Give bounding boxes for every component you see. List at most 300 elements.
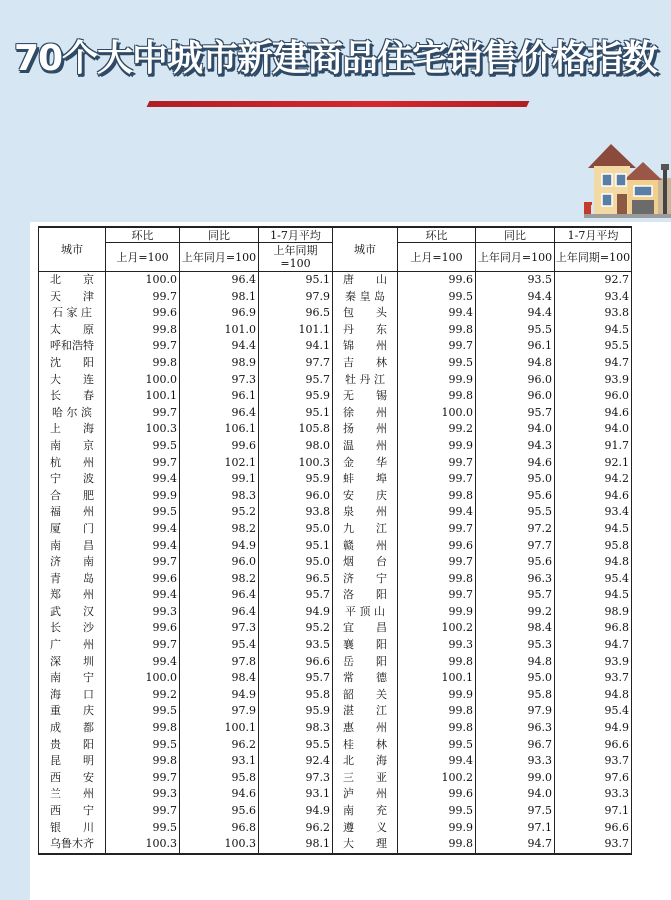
mom-value: 99.9 [398, 820, 476, 837]
table-row [39, 438, 632, 455]
city-name: 大 理 [333, 836, 398, 854]
ytd-value: 92.7 [555, 272, 632, 289]
yoy-value: 95.7 [476, 587, 555, 604]
yoy-value: 95.5 [476, 322, 555, 339]
ytd-value: 94.6 [555, 405, 632, 422]
mom-value: 99.7 [106, 455, 180, 472]
city-name: 济 宁 [333, 571, 398, 588]
mom-value: 99.8 [398, 720, 476, 737]
city-name: 北 京 [39, 272, 106, 289]
mom-value: 100.3 [106, 421, 180, 438]
mom-value: 99.7 [106, 770, 180, 787]
table-row [39, 604, 632, 621]
table-row [39, 305, 632, 322]
table-row [39, 703, 632, 720]
yoy-value: 96.0 [180, 554, 259, 571]
mom-value: 99.6 [106, 305, 180, 322]
ytd-value: 95.4 [555, 571, 632, 588]
ytd-value: 94.1 [259, 338, 333, 355]
yoy-value: 96.9 [180, 305, 259, 322]
yoy-value: 97.5 [476, 803, 555, 820]
mom-value: 99.8 [398, 322, 476, 339]
table-row [39, 654, 632, 671]
yoy-value: 99.2 [476, 604, 555, 621]
mom-value: 99.6 [398, 538, 476, 555]
table-row [39, 421, 632, 438]
city-name: 锦 州 [333, 338, 398, 355]
yoy-value: 94.0 [476, 421, 555, 438]
ytd-value: 96.0 [555, 388, 632, 405]
ytd-value: 96.5 [259, 571, 333, 588]
yoy-value: 96.3 [476, 571, 555, 588]
mom-value: 99.4 [106, 587, 180, 604]
yoy-value: 96.0 [476, 372, 555, 389]
city-name: 桂 林 [333, 737, 398, 754]
ytd-value: 96.6 [555, 820, 632, 837]
city-name: 丹 东 [333, 322, 398, 339]
yoy-value: 96.4 [180, 272, 259, 289]
header-yoy: 同比 [476, 227, 555, 243]
mom-value: 99.5 [398, 355, 476, 372]
yoy-value: 106.1 [180, 421, 259, 438]
mom-value: 99.8 [398, 836, 476, 854]
city-name: 呼和浩特 [39, 338, 106, 355]
table-row [39, 571, 632, 588]
ytd-value: 93.7 [555, 836, 632, 854]
mom-value: 99.4 [106, 471, 180, 488]
mom-value: 99.4 [398, 753, 476, 770]
yoy-value: 95.8 [180, 770, 259, 787]
city-name: 北 海 [333, 753, 398, 770]
mom-value: 100.1 [398, 670, 476, 687]
yoy-value: 98.1 [180, 289, 259, 306]
mom-value: 99.8 [398, 703, 476, 720]
ytd-value: 93.4 [555, 289, 632, 306]
yoy-value: 97.9 [180, 703, 259, 720]
table-row [39, 355, 632, 372]
ytd-value: 93.4 [555, 504, 632, 521]
ytd-value: 94.7 [555, 637, 632, 654]
mom-value: 99.7 [106, 289, 180, 306]
mom-value: 99.6 [398, 272, 476, 289]
yoy-value: 99.1 [180, 471, 259, 488]
header-city: 城市 [39, 227, 106, 272]
city-name: 武 汉 [39, 604, 106, 621]
mom-value: 99.3 [398, 637, 476, 654]
ytd-value: 92.4 [259, 753, 333, 770]
ytd-value: 95.7 [259, 670, 333, 687]
yoy-value: 95.8 [476, 687, 555, 704]
mom-value: 99.2 [106, 687, 180, 704]
ytd-value: 95.1 [259, 272, 333, 289]
ytd-value: 95.1 [259, 538, 333, 555]
yoy-value: 95.6 [180, 803, 259, 820]
city-name: 长 春 [39, 388, 106, 405]
mom-value: 99.7 [398, 587, 476, 604]
ytd-value: 96.0 [259, 488, 333, 505]
ytd-value: 95.1 [259, 405, 333, 422]
city-name: 九 江 [333, 521, 398, 538]
header-yoy-base: 上年同月=100 [180, 243, 259, 272]
table-row [39, 753, 632, 770]
header-yoy-base: 上年同月=100 [476, 243, 555, 272]
mom-value: 100.3 [106, 836, 180, 854]
ytd-value: 97.7 [259, 355, 333, 372]
city-name: 杭 州 [39, 455, 106, 472]
yoy-value: 96.4 [180, 405, 259, 422]
city-name: 广 州 [39, 637, 106, 654]
city-name: 南 昌 [39, 538, 106, 555]
ytd-value: 97.9 [259, 289, 333, 306]
yoy-value: 95.0 [476, 670, 555, 687]
yoy-value: 94.3 [476, 438, 555, 455]
yoy-value: 96.1 [180, 388, 259, 405]
mom-value: 99.3 [106, 786, 180, 803]
ytd-value: 95.9 [259, 703, 333, 720]
header-mom: 环比 [398, 227, 476, 243]
ytd-value: 94.5 [555, 587, 632, 604]
ytd-value: 95.5 [259, 737, 333, 754]
city-name: 长 沙 [39, 620, 106, 637]
ytd-value: 94.7 [555, 355, 632, 372]
yoy-value: 102.1 [180, 455, 259, 472]
mom-value: 99.7 [398, 455, 476, 472]
mom-value: 99.5 [106, 703, 180, 720]
yoy-value: 98.4 [180, 670, 259, 687]
mom-value: 99.9 [398, 604, 476, 621]
ytd-value: 95.7 [259, 587, 333, 604]
city-name: 成 都 [39, 720, 106, 737]
city-name: 厦 门 [39, 521, 106, 538]
yoy-value: 97.1 [476, 820, 555, 837]
mom-value: 99.4 [106, 538, 180, 555]
yoy-value: 95.2 [180, 504, 259, 521]
ytd-value: 98.9 [555, 604, 632, 621]
table-row [39, 538, 632, 555]
mom-value: 99.7 [398, 471, 476, 488]
header-mom-base: 上月=100 [398, 243, 476, 272]
header-ytd-base: 上年同期=100 [259, 243, 333, 272]
city-name: 银 川 [39, 820, 106, 837]
header-city: 城市 [333, 227, 398, 272]
yoy-value: 100.3 [180, 836, 259, 854]
mom-value: 99.5 [106, 438, 180, 455]
ytd-value: 93.3 [555, 786, 632, 803]
table-row [39, 322, 632, 339]
mom-value: 99.5 [106, 820, 180, 837]
mom-value: 99.8 [106, 322, 180, 339]
mom-value: 99.7 [398, 554, 476, 571]
table-row [39, 405, 632, 422]
yoy-value: 94.4 [180, 338, 259, 355]
mom-value: 100.1 [106, 388, 180, 405]
mom-value: 99.7 [106, 405, 180, 422]
city-name: 宜 昌 [333, 620, 398, 637]
table-row [39, 554, 632, 571]
ytd-value: 95.9 [259, 388, 333, 405]
header-mom-base: 上月=100 [106, 243, 180, 272]
ytd-value: 94.6 [555, 488, 632, 505]
city-name: 海 口 [39, 687, 106, 704]
ytd-value: 98.3 [259, 720, 333, 737]
table-row [39, 687, 632, 704]
ytd-value: 94.5 [555, 521, 632, 538]
ytd-value: 94.0 [555, 421, 632, 438]
ytd-value: 95.5 [555, 338, 632, 355]
yoy-value: 98.2 [180, 571, 259, 588]
city-name: 徐 州 [333, 405, 398, 422]
mom-value: 99.4 [106, 654, 180, 671]
city-name: 三 亚 [333, 770, 398, 787]
city-name: 温 州 [333, 438, 398, 455]
table-row [39, 504, 632, 521]
yoy-value: 94.6 [180, 786, 259, 803]
title-underline [147, 101, 530, 107]
ytd-value: 95.4 [555, 703, 632, 720]
table-row [39, 803, 632, 820]
city-name: 南 充 [333, 803, 398, 820]
ytd-value: 93.7 [555, 670, 632, 687]
yoy-value: 94.6 [476, 455, 555, 472]
ytd-value: 94.9 [259, 604, 333, 621]
yoy-value: 95.7 [476, 405, 555, 422]
yoy-value: 100.1 [180, 720, 259, 737]
ytd-value: 93.1 [259, 786, 333, 803]
house-icon [584, 138, 671, 218]
city-name: 石 家 庄 [39, 305, 106, 322]
ytd-value: 94.2 [555, 471, 632, 488]
yoy-value: 94.8 [476, 654, 555, 671]
yoy-value: 96.0 [476, 388, 555, 405]
table-row [39, 488, 632, 505]
yoy-value: 97.3 [180, 620, 259, 637]
ytd-value: 95.2 [259, 620, 333, 637]
yoy-value: 94.9 [180, 538, 259, 555]
city-name: 洛 阳 [333, 587, 398, 604]
ytd-value: 95.7 [259, 372, 333, 389]
ytd-value: 94.9 [555, 720, 632, 737]
city-name: 韶 关 [333, 687, 398, 704]
mom-value: 99.9 [106, 488, 180, 505]
yoy-value: 97.8 [180, 654, 259, 671]
city-name: 泸 州 [333, 786, 398, 803]
ytd-value: 98.0 [259, 438, 333, 455]
city-name: 天 津 [39, 289, 106, 306]
mom-value: 99.8 [106, 355, 180, 372]
ytd-value: 93.8 [259, 504, 333, 521]
city-name: 上 海 [39, 421, 106, 438]
ytd-value: 94.8 [555, 687, 632, 704]
yoy-value: 95.6 [476, 488, 555, 505]
yoy-value: 93.1 [180, 753, 259, 770]
yoy-value: 98.3 [180, 488, 259, 505]
city-name: 常 德 [333, 670, 398, 687]
yoy-value: 94.0 [476, 786, 555, 803]
ytd-value: 95.8 [259, 687, 333, 704]
mom-value: 99.9 [398, 687, 476, 704]
yoy-value: 96.3 [476, 720, 555, 737]
page-title: 70个大中城市新建商品住宅销售价格指数 [13, 38, 658, 79]
yoy-value: 94.7 [476, 836, 555, 854]
header-ytd: 1-7月平均 [259, 227, 333, 243]
city-name: 济 南 [39, 554, 106, 571]
mom-value: 100.0 [106, 670, 180, 687]
yoy-value: 98.2 [180, 521, 259, 538]
table-row [39, 587, 632, 604]
price-index-table [38, 226, 632, 855]
city-name: 牡 丹 江 [333, 372, 398, 389]
city-name: 青 岛 [39, 571, 106, 588]
city-name: 西 安 [39, 770, 106, 787]
city-name: 郑 州 [39, 587, 106, 604]
city-name: 吉 林 [333, 355, 398, 372]
ytd-value: 98.1 [259, 836, 333, 854]
city-name: 包 头 [333, 305, 398, 322]
ytd-value: 96.6 [259, 654, 333, 671]
yoy-value: 96.7 [476, 737, 555, 754]
mom-value: 99.8 [106, 720, 180, 737]
yoy-value: 99.6 [180, 438, 259, 455]
city-name: 南 宁 [39, 670, 106, 687]
mom-value: 100.0 [398, 405, 476, 422]
ytd-value: 94.8 [555, 554, 632, 571]
mom-value: 99.5 [398, 289, 476, 306]
ytd-value: 95.9 [259, 471, 333, 488]
mom-value: 99.6 [106, 620, 180, 637]
mom-value: 99.5 [398, 737, 476, 754]
city-name: 重 庆 [39, 703, 106, 720]
ytd-value: 93.9 [555, 372, 632, 389]
city-name: 烟 台 [333, 554, 398, 571]
ytd-value: 97.3 [259, 770, 333, 787]
mom-value: 99.8 [398, 388, 476, 405]
city-name: 乌鲁木齐 [39, 836, 106, 854]
mom-value: 99.7 [398, 521, 476, 538]
yoy-value: 101.0 [180, 322, 259, 339]
ytd-value: 91.7 [555, 438, 632, 455]
ytd-value: 96.2 [259, 820, 333, 837]
city-name: 扬 州 [333, 421, 398, 438]
header-ytd: 1-7月平均 [555, 227, 632, 243]
city-name: 唐 山 [333, 272, 398, 289]
yoy-value: 95.5 [476, 504, 555, 521]
ytd-value: 96.6 [555, 737, 632, 754]
city-name: 秦 皇 岛 [333, 289, 398, 306]
ytd-value: 97.1 [555, 803, 632, 820]
city-name: 兰 州 [39, 786, 106, 803]
mom-value: 99.3 [106, 604, 180, 621]
yoy-value: 98.4 [476, 620, 555, 637]
ytd-value: 93.7 [555, 753, 632, 770]
table-row [39, 338, 632, 355]
city-name: 沈 阳 [39, 355, 106, 372]
table-row [39, 620, 632, 637]
yoy-value: 94.4 [476, 305, 555, 322]
mom-value: 99.8 [398, 488, 476, 505]
header-ytd-base: 上年同期=100 [555, 243, 632, 272]
table-row [39, 637, 632, 654]
city-name: 福 州 [39, 504, 106, 521]
mom-value: 99.7 [106, 803, 180, 820]
table-row [39, 455, 632, 472]
city-name: 深 圳 [39, 654, 106, 671]
mom-value: 100.0 [106, 272, 180, 289]
yoy-value: 95.4 [180, 637, 259, 654]
ytd-value: 92.1 [555, 455, 632, 472]
yoy-value: 94.4 [476, 289, 555, 306]
ytd-value: 95.0 [259, 521, 333, 538]
mom-value: 99.9 [398, 438, 476, 455]
ytd-value: 96.8 [555, 620, 632, 637]
city-name: 泉 州 [333, 504, 398, 521]
city-name: 大 连 [39, 372, 106, 389]
yoy-value: 98.9 [180, 355, 259, 372]
mom-value: 99.5 [106, 737, 180, 754]
city-name: 哈 尔 滨 [39, 405, 106, 422]
mom-value: 99.7 [106, 554, 180, 571]
table-row [39, 836, 632, 854]
ytd-value: 94.5 [555, 322, 632, 339]
city-name: 南 京 [39, 438, 106, 455]
city-name: 合 肥 [39, 488, 106, 505]
yoy-value: 95.0 [476, 471, 555, 488]
mom-value: 99.5 [398, 803, 476, 820]
ytd-value: 93.8 [555, 305, 632, 322]
yoy-value: 97.2 [476, 521, 555, 538]
yoy-value: 96.2 [180, 737, 259, 754]
table-row [39, 770, 632, 787]
yoy-value: 96.4 [180, 604, 259, 621]
table-row [39, 720, 632, 737]
mom-value: 99.4 [398, 305, 476, 322]
city-name: 蚌 埠 [333, 471, 398, 488]
city-name: 襄 阳 [333, 637, 398, 654]
ytd-value: 95.0 [259, 554, 333, 571]
yoy-value: 93.5 [476, 272, 555, 289]
ytd-value: 96.5 [259, 305, 333, 322]
ytd-value: 93.5 [259, 637, 333, 654]
yoy-value: 96.1 [476, 338, 555, 355]
mom-value: 99.4 [106, 521, 180, 538]
mom-value: 99.9 [398, 372, 476, 389]
mom-value: 99.7 [398, 338, 476, 355]
city-name: 遵 义 [333, 820, 398, 837]
yoy-value: 97.7 [476, 538, 555, 555]
city-name: 太 原 [39, 322, 106, 339]
mom-value: 99.5 [106, 504, 180, 521]
yoy-value: 95.3 [476, 637, 555, 654]
yoy-value: 95.6 [476, 554, 555, 571]
city-name: 湛 江 [333, 703, 398, 720]
mom-value: 99.8 [398, 571, 476, 588]
table-row [39, 372, 632, 389]
yoy-value: 96.8 [180, 820, 259, 837]
table-row [39, 820, 632, 837]
mom-value: 100.0 [106, 372, 180, 389]
ytd-value: 97.6 [555, 770, 632, 787]
yoy-value: 93.3 [476, 753, 555, 770]
header-yoy: 同比 [180, 227, 259, 243]
mom-value: 99.8 [398, 654, 476, 671]
city-name: 岳 阳 [333, 654, 398, 671]
yoy-value: 94.8 [476, 355, 555, 372]
ytd-value: 95.8 [555, 538, 632, 555]
yoy-value: 94.9 [180, 687, 259, 704]
table-row [39, 289, 632, 306]
mom-value: 100.2 [398, 770, 476, 787]
table-row [39, 737, 632, 754]
table-row [39, 471, 632, 488]
